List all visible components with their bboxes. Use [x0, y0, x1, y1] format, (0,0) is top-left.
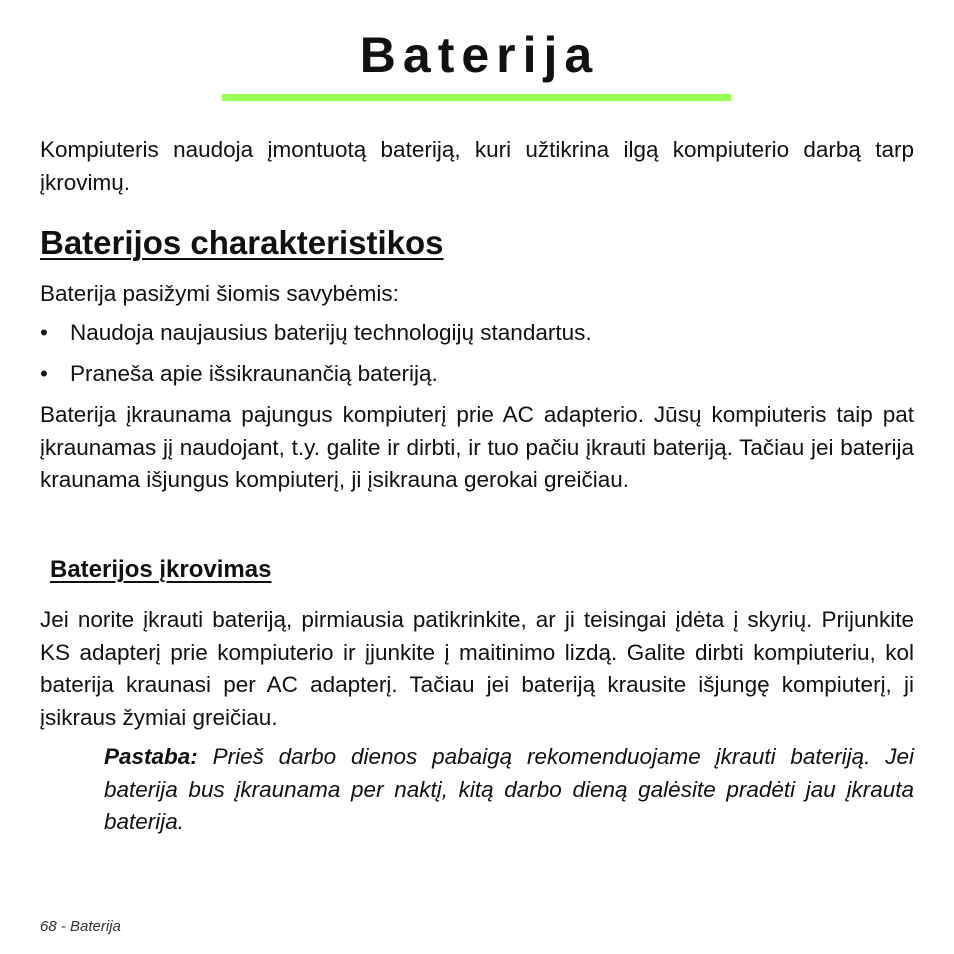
characteristics-body: Baterija įkraunama pajungus kompiuterį prie AC adapterio. Jūsų kompiuteris taip pat įkraunamas jį naudojant, t.y. galite ir dirbti, ir tuo pačiu įkrauti bateriją. Tačiau jei baterija kraunama išjungus kompiuterį, ji įsikrauna gerokai greičiau. — [40, 402, 914, 492]
list-item-text: Naudoja naujausius baterijų technologijų standartus. — [70, 320, 592, 345]
note-block — [104, 741, 914, 839]
page-footer: 68 - Baterija — [40, 918, 121, 935]
bullet-icon: • — [40, 320, 48, 345]
characteristics-lead: Baterija pasižymi šiomis savybėmis: — [40, 281, 399, 306]
note-label: Pastaba: — [104, 744, 198, 769]
page-title: Baterija — [359, 27, 600, 83]
bullet-icon: • — [40, 360, 48, 386]
section-heading-characteristics: Baterijos charakteristikos — [40, 224, 444, 261]
note-text: Prieš darbo dienos pabaigą rekomenduojame įkrauti bateriją. Jei baterija bus įkraunama per naktį, kitą darbo dieną galėsite pradėti jau įkrauta baterija. — [104, 744, 914, 834]
characteristics-list — [40, 317, 914, 398]
title-underline-bar — [222, 94, 731, 101]
list-item — [40, 358, 914, 391]
charging-body: Jei norite įkrauti bateriją, pirmiausia patikrinkite, ar ji teisingai įdėta į skyrių. Prijunkite KS adapterį prie kompiuterio ir įjunkite į maitinimo lizdą. Galite dirbti kompiuteriu, kol baterija kraunasi per AC adapterį. Tačiau jei bateriją krausite išjungę kompiuterį, ji įsikraus žymiai greičiau. — [40, 607, 914, 730]
list-item — [40, 317, 914, 350]
section-heading-charging: Baterijos įkrovimas — [50, 556, 272, 583]
intro-paragraph: Kompiuteris naudoja įmontuotą bateriją, kuri užtikrina ilgą kompiuterio darbą tarp įkrovimų. — [40, 137, 914, 195]
list-item-text: Praneša apie išsikraunančią bateriją. — [70, 360, 438, 386]
